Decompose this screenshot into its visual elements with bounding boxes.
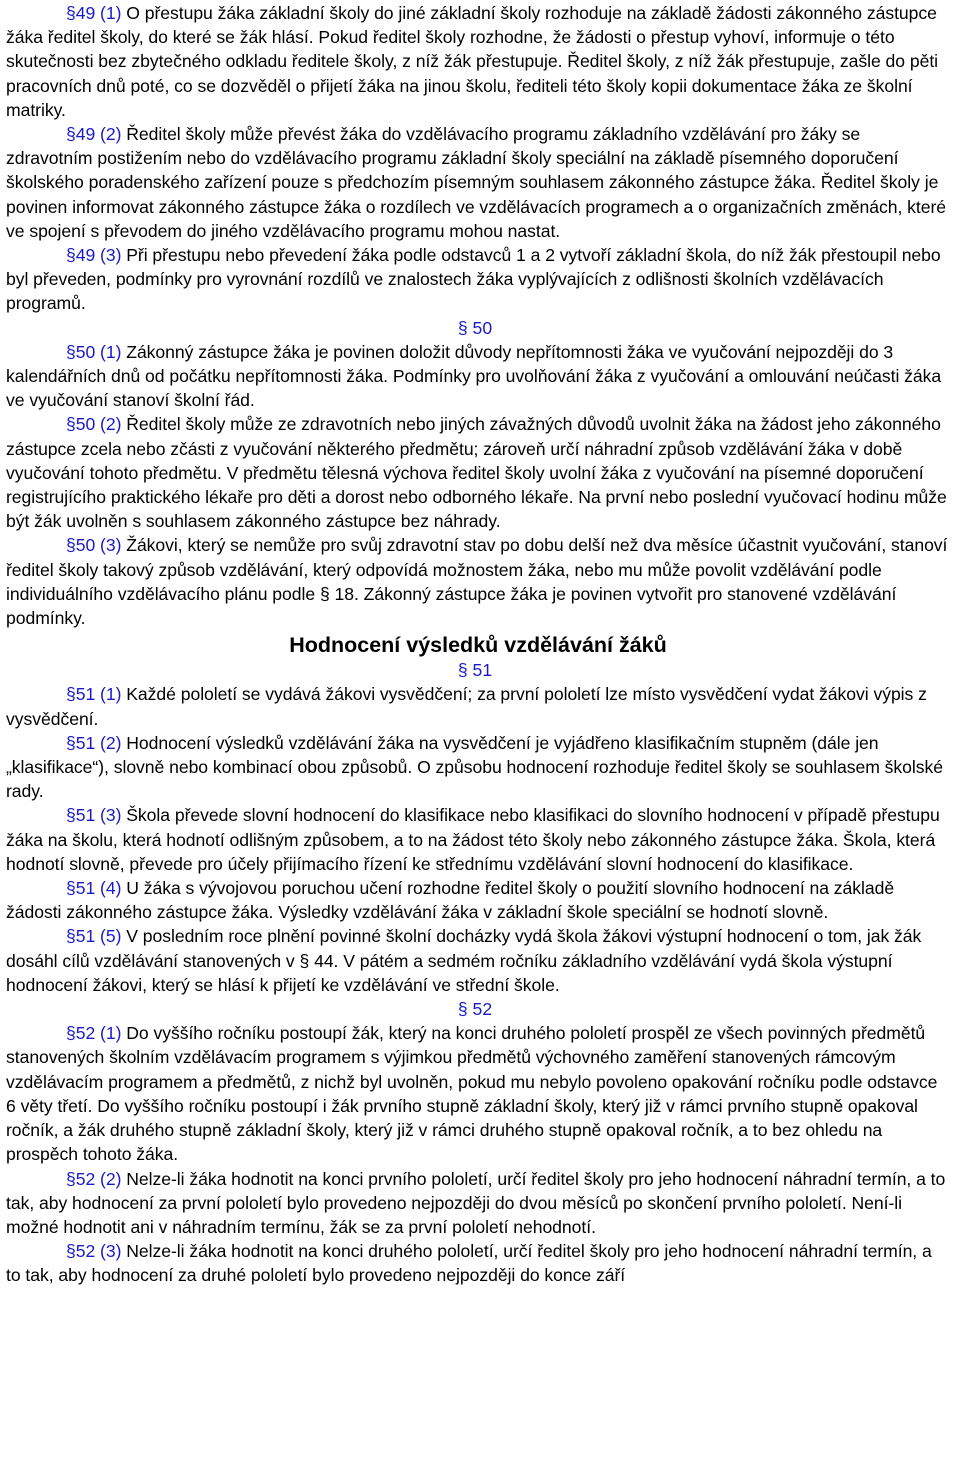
paragraph-text: Hodnocení výsledků vzdělávání žáka na vysvědčení je vyjádřeno klasifikačním stupněm (dále jen „klasifikace“), slovně nebo kombinací obou způsobů. O způsobu hodnocení rozhoduje ředitel školy se souhlasem školské rady.	[6, 732, 943, 802]
paragraph-49-1	[6, 1, 950, 122]
paragraph-text: Každé pololetí se vydává žákovi vysvědčení; za první pololetí lze místo vysvědčení vydat žákovi výpis z vysvědčení.	[6, 684, 927, 729]
paragraph-52-2	[6, 1167, 950, 1240]
section-link[interactable]: § 50	[457, 317, 493, 338]
section-link[interactable]: §51 (1)	[66, 684, 122, 705]
paragraph-text: V posledním roce plnění povinné školní docházky vydá škola žákovi výstupní hodnocení o tom, jak žák dosáhl cílů vzdělávání stanovených v § 44. V pátém a sedmém ročníku základního vzdělávání vydá škola výstupní hodnocení žákovi, který se hlásí k přijetí ke vzdělávání ve střední škole.	[6, 926, 922, 995]
chapter-heading: Hodnocení výsledků vzdělávání žáků	[289, 633, 667, 658]
paragraph-51-4	[6, 876, 950, 924]
paragraph-51-3	[6, 803, 950, 876]
paragraph-text: U žáka s vývojovou poruchou učení rozhodne ředitel školy o použití slovního hodnocení na základě žádosti zákonného zástupce žáka. Výsledky vzdělávání žáka v základní škole speciální se hodnotí slovně.	[6, 878, 895, 923]
section-link[interactable]: §52 (2)	[66, 1168, 122, 1189]
section-link[interactable]: §49 (3)	[66, 245, 122, 266]
section-link[interactable]: §49 (2)	[66, 124, 122, 145]
section-link[interactable]: §52 (3)	[66, 1241, 122, 1262]
section-link[interactable]: §51 (5)	[66, 926, 122, 947]
paragraph-52-3	[6, 1239, 950, 1287]
section-link[interactable]: §50 (2)	[66, 414, 122, 435]
paragraph-49-2	[6, 122, 950, 243]
section-link[interactable]: §52 (1)	[66, 1023, 122, 1044]
paragraph-text: Škola převede slovní hodnocení do klasifikace nebo klasifikaci do slovního hodnocení v případě přestupu žáka na školu, která hodnotí odlišným způsobem, a to na žádost této školy nebo zákonného zástupce žáka. Škola, která hodnotí slovně, převede pro účely přijímacího řízení ke střednímu vzdělávání slovní hodnocení do klasifikace.	[6, 805, 940, 874]
paragraph-text: Zákonný zástupce žáka je povinen doložit důvody nepřítomnosti žáka ve vyučování nejpozději do 3 kalendářních dnů od počátku nepřítomnosti žáka. Podmínky pro uvolňování žáka z vyučování a omlouvání neúčasti žáka ve vyučování stanoví školní řád.	[6, 341, 942, 411]
section-link[interactable]: §49 (1)	[66, 3, 122, 23]
paragraph-51-5	[6, 924, 950, 997]
section-link[interactable]: §50 (1)	[66, 341, 122, 362]
section-link[interactable]: §51 (2)	[66, 732, 122, 753]
paragraph-text: Při přestupu nebo převedení žáka podle odstavců 1 a 2 vytvoří základní škola, do níž žák přestoupil nebo byl převeden, podmínky pro vyrovnání rozdílů ve znalostech žáka vyplývajících z odlišnosti školních vzdělávacích programů.	[6, 245, 941, 314]
paragraph-50-1	[6, 340, 950, 413]
paragraph-49-3	[6, 243, 950, 316]
paragraph-text: Nelze-li žáka hodnotit na konci prvního pololetí, určí ředitel školy pro jeho hodnocení náhradní termín, a to tak, aby hodnocení za první pololetí bylo provedeno nejpozději do dvou měsíců po skončení prvního pololetí. Není-li možné hodnotit ani v náhradním termínu, žák se za první pololetí nehodnotí.	[6, 1168, 946, 1237]
section-title-51	[6, 658, 950, 682]
section-link[interactable]: §50 (3)	[66, 535, 122, 556]
section-link[interactable]: § 52	[457, 999, 493, 1020]
paragraph-text: Žákovi, který se nemůže pro svůj zdravotní stav po dobu delší než dva měsíce účastnit vyučování, stanoví ředitel školy takový způsob vzdělávání, který odpovídá možnostem žáka, nebo mu může povolit vzdělávání podle individuálního vzdělávacího plánu podle § 18. Zákonný zástupce žáka je povinen vytvořit pro stanovené vzdělávání podmínky.	[6, 535, 948, 629]
paragraph-51-1	[6, 682, 950, 730]
paragraph-51-2	[6, 731, 950, 804]
section-link[interactable]: § 51	[457, 660, 493, 681]
paragraph-50-3	[6, 533, 950, 630]
paragraph-text: Do vyššího ročníku postoupí žák, který na konci druhého pololetí prospěl ze všech povinných předmětů stanovených školním vzdělávacím programem s výjimkou předmětů výchovného zaměření stanovených rámcovým vzdělávacím programem a předmětů, z nichž byl uvolněn, pokud mu nebylo povoleno opakování ročníku podle odstavce 6 věty třetí. Do vyššího ročníku postoupí i žák prvního stupně základní školy, který již v rámci prvního stupně opakoval ročník, a žák druhého stupně základní školy, který již v rámci druhého stupně opakoval ročník, a to bez ohledu na prospěch tohoto žáka.	[6, 1023, 938, 1165]
section-title-52	[6, 997, 950, 1021]
paragraph-52-1	[6, 1021, 950, 1166]
section-link[interactable]: §51 (3)	[66, 805, 122, 826]
paragraph-text: Nelze-li žáka hodnotit na konci druhého pololetí, určí ředitel školy pro jeho hodnocení náhradní termín, a to tak, aby hodnocení za druhé pololetí bylo provedeno nejpozději do konce září	[6, 1241, 932, 1286]
paragraph-text: O přestupu žáka základní školy do jiné základní školy rozhoduje na základě žádosti zákonného zástupce žáka ředitel školy, do které se žák hlásí. Pokud ředitel školy rozhodne, že žádosti o přestup vyhoví, informuje o této skutečnosti bez zbytečného odkladu ředitele školy, z níž žák přestupuje. Ředitel školy, z níž žák přestupuje, zašle do pěti pracovních dnů poté, co se dozvěděl o přijetí žáka na jinou školu, řediteli této školy kopii dokumentace žáka ze školní matriky.	[6, 3, 939, 120]
paragraph-50-2	[6, 412, 950, 533]
section-title-50	[6, 316, 950, 340]
paragraph-text: Ředitel školy může převést žáka do vzdělávacího programu základního vzdělávání pro žáky se zdravotním postižením nebo do vzdělávacího programu základní školy speciální na základě písemného doporučení školského poradenského zařízení pouze s předchozím písemným souhlasem zákonného zástupce žáka. Ředitel školy je povinen informovat zákonného zástupce žáka o rozdílech ve vzdělávacích programech a o organizačních změnách, které ve spojení s převodem do jiného vzdělávacího programu mohou nastat.	[6, 124, 947, 241]
section-link[interactable]: §51 (4)	[66, 878, 122, 899]
paragraph-text: Ředitel školy může ze zdravotních nebo jiných závažných důvodů uvolnit žáka na žádost jeho zákonného zástupce zcela nebo zčásti z vyučování některého předmětu; zároveň určí náhradní způsob vzdělávání žáka v době vyučování tohoto předmětu. V předmětu tělesná výchova ředitel školy uvolní žáka z vyučování na písemné doporučení registrujícího praktického lékaře pro děti a dorost nebo odborného lékaře. Na první nebo poslední vyučovací hodinu může být žák uvolněn s souhlasem zákonného zástupce bez náhrady.	[6, 414, 947, 532]
